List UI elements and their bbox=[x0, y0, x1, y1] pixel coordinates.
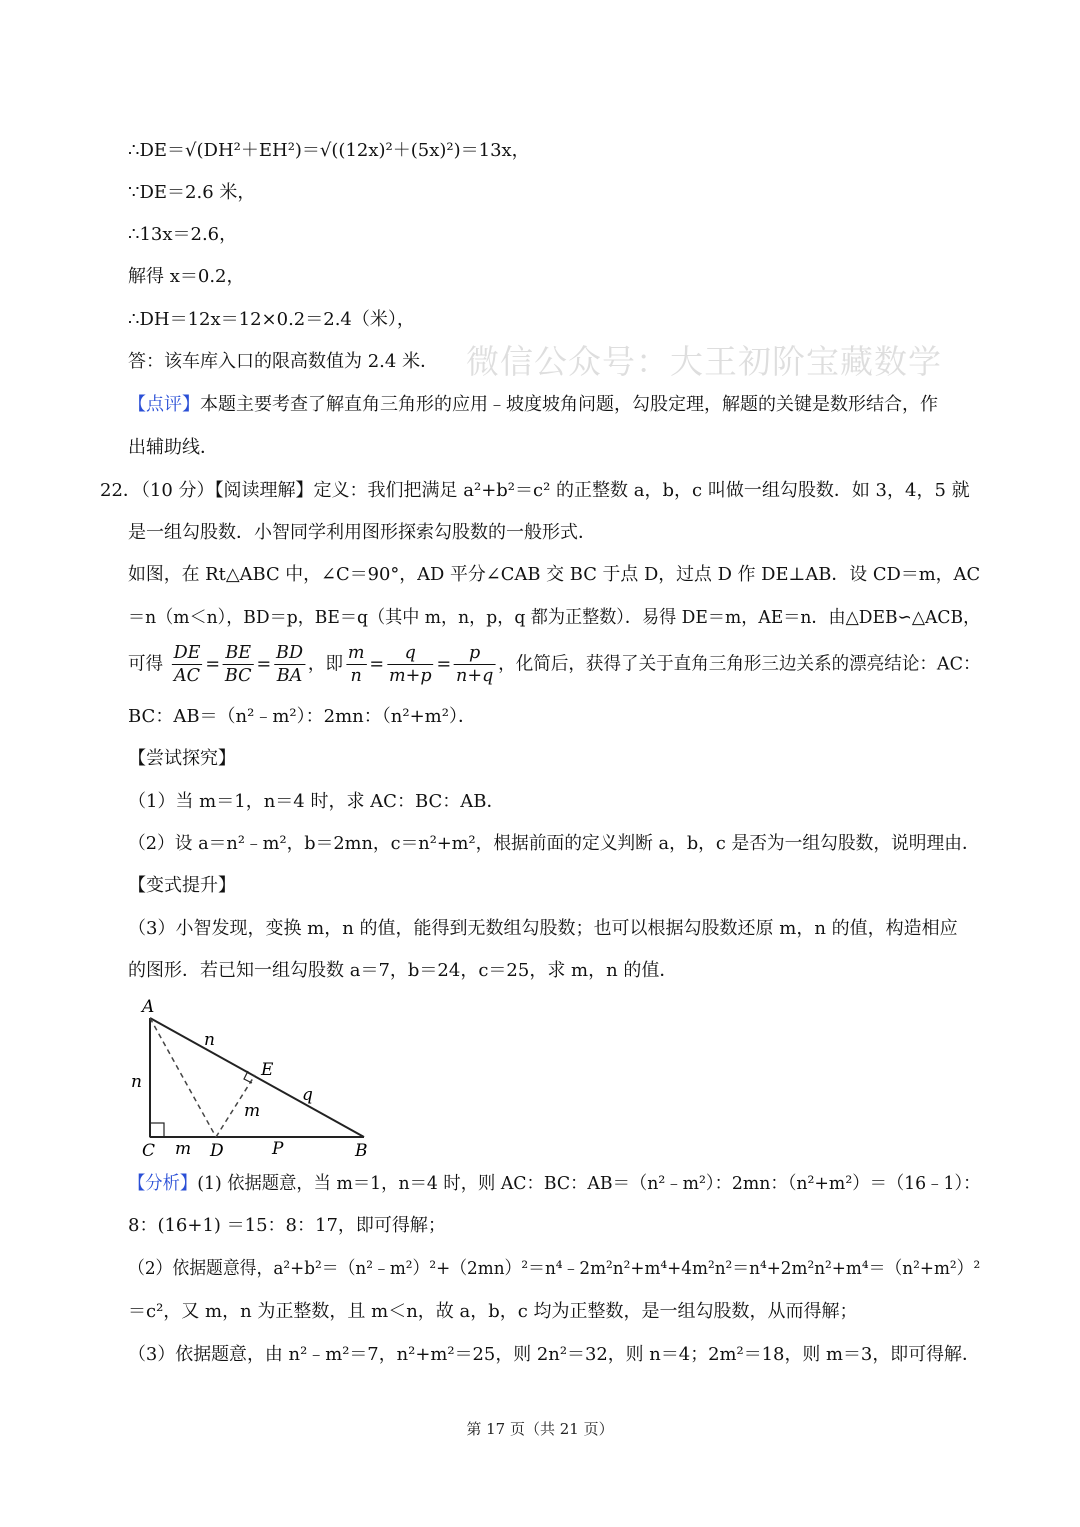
comment-tag: 【点评】 bbox=[128, 394, 200, 415]
label-d: D bbox=[210, 1141, 224, 1160]
label-c: C bbox=[142, 1141, 156, 1160]
comment-text: 本题主要考查了解直角三角形的应用﹣坡度坡角问题，勾股定理，解题的关键是数形结合，作 bbox=[200, 394, 938, 415]
label-b: B bbox=[355, 1141, 368, 1160]
label-p: P bbox=[272, 1139, 284, 1159]
analysis-line5: （3）依据题意，由 n²﹣m²＝7，n²+m²＝25，则 2n²＝32，则 n＝4；2m²＝18，则 m＝3，即可得解． bbox=[128, 1344, 980, 1365]
label-m-de: m bbox=[244, 1101, 261, 1121]
right-angle-c bbox=[150, 1123, 164, 1137]
line-de-given: ∵DE＝2.6 米， bbox=[128, 182, 256, 203]
label-q: q bbox=[302, 1085, 313, 1105]
fraction-m-n: $\frac{m}{n}$ bbox=[347, 642, 365, 686]
line-dh: ∴DH＝12x＝12×0.2＝2.4（米）， bbox=[128, 309, 415, 330]
section-try-explore: 【尝试探究】 bbox=[128, 748, 236, 769]
sub-question-3-cont: 的图形．若已知一组勾股数 a＝7，b＝24，c＝25，求 m，n 的值． bbox=[128, 960, 678, 981]
question-22-line2: 是一组勾股数．小智同学利用图形探索勾股数的一般形式． bbox=[128, 522, 596, 543]
line-de-derivation: ∴DE＝√(DH²＋EH²)＝√((12x)²＋(5x)²)＝13x， bbox=[128, 140, 530, 161]
text-conclusion: ，化简后，获得了关于直角三角形三边关系的漂亮结论：AC： bbox=[498, 653, 981, 675]
sub-question-2: （2）设 a＝n²﹣m²，b＝2mn，c＝n²+m²，根据前面的定义判断 a，b，c 是否为一组勾股数，说明理由． bbox=[128, 833, 980, 854]
sub-question-3: （3）小智发现，变换 m，n 的值，能得到无数组勾股数；也可以根据勾股数还原 m，n 的值，构造相应 bbox=[128, 918, 958, 939]
question-22-fraction-line: 可得 $\frac{DE}{AC}$ = $\frac{BE}{BC}$ = $\frac{BD}{BA}$ ，即 $\frac{m}{n}$ = $\frac{q}{m+p}$ = $\frac{p}{n+q}$ ，化简后，获得了关于直角三角形三边关系的漂亮结论：AC： bbox=[128, 642, 981, 686]
analysis-line1 bbox=[128, 1175, 980, 1193]
page-footer: 第 17 页（共 21 页） bbox=[466, 1420, 614, 1438]
line-13x: ∴13x＝2.6， bbox=[128, 224, 238, 245]
question-22-ratio: BC：AB＝（n²﹣m²）：2mn：（n²+m²）． bbox=[128, 706, 476, 727]
question-22-title: 22．（10 分）【阅读理解】定义：我们把满足 a²+b²＝c² 的正整数 a，b，c 叫做一组勾股数．如 3，4，5 就 bbox=[100, 480, 970, 501]
analysis-line4: ＝c²，又 m，n 为正整数，且 m＜n，故 a，b，c 均为正整数，是一组勾股数，从而得解； bbox=[128, 1301, 858, 1322]
section-variant: 【变式提升】 bbox=[128, 875, 236, 896]
analysis-line2: 8：(16+1) ＝15：8：17，即可得解； bbox=[128, 1215, 446, 1236]
question-22-line3: 如图，在 Rt△ABC 中，∠C＝90°，AD 平分∠CAB 交 BC 于点 D，过点 D 作 DE⊥AB．设 CD＝m，AC bbox=[128, 564, 981, 585]
line-comment bbox=[128, 396, 938, 414]
analysis-line3: （2）依据题意得，a²+b²＝（n²﹣m²）²+（2mn）²＝n⁴﹣2m²n²+m⁴+4m²n²＝n⁴+2m²n²+m⁴＝（n²+m²）² bbox=[128, 1258, 981, 1279]
watermark: 微信公众号：大王初阶宝藏数学 bbox=[466, 342, 942, 381]
fraction-de-ac: $\frac{DE}{AC}$ bbox=[173, 642, 201, 686]
fraction-be-bc: $\frac{BE}{BC}$ bbox=[224, 642, 252, 686]
label-m-cd: m bbox=[175, 1139, 192, 1159]
text-ji: ，即 bbox=[307, 653, 344, 675]
line-answer: 答：该车库入口的限高数值为 2.4 米． bbox=[128, 351, 439, 372]
label-e: E bbox=[261, 1060, 274, 1080]
fraction-p-nq: $\frac{p}{n+q}$ bbox=[456, 642, 494, 686]
fraction-bd-ba: $\frac{BD}{BA}$ bbox=[276, 642, 304, 686]
triangle-figure bbox=[128, 990, 378, 1160]
text-kede: 可得 bbox=[128, 653, 164, 675]
line-solve-x: 解得 x＝0.2， bbox=[128, 266, 245, 287]
analysis-tag: 【分析】 bbox=[128, 1173, 198, 1194]
line-comment-cont: 出辅助线． bbox=[128, 437, 218, 458]
question-22-line4: ＝n（m＜n），BD＝p，BE＝q（其中 m，n，p，q 都为正整数）．易得 DE＝m，AE＝n．由△DEB∽△ACB， bbox=[128, 607, 981, 628]
fraction-q-mp: $\frac{q}{m+p}$ bbox=[388, 642, 432, 686]
analysis-text: (1) 依据题意，当 m＝1，n＝4 时，则 AC：BC：AB＝（n²﹣m²）：2mn：（n²+m²）＝（16﹣1）： bbox=[197, 1173, 981, 1194]
label-n-left: n bbox=[131, 1072, 142, 1092]
label-n-hyp: n bbox=[204, 1030, 215, 1050]
label-a: A bbox=[142, 997, 155, 1017]
sub-question-1: （1）当 m＝1，n＝4 时，求 AC：BC：AB． bbox=[128, 791, 505, 812]
